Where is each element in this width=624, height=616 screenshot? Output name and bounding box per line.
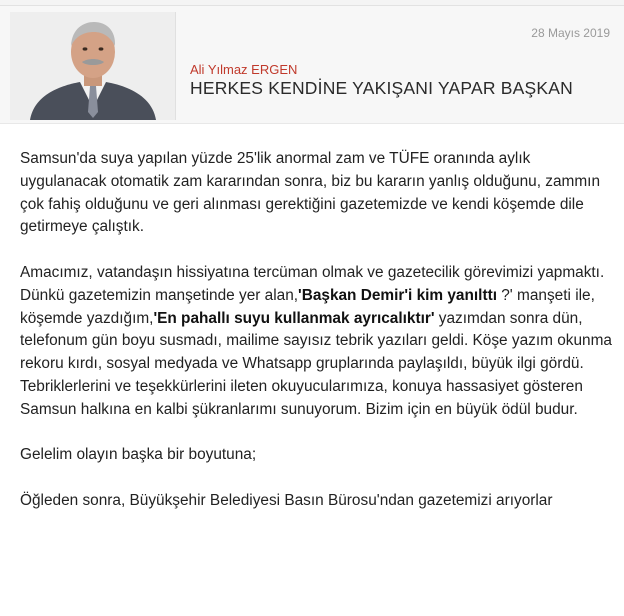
paragraph-text: Amacımız, vatandaşın hissiyatına tercüman olmak ve gazetecilik görevimizi yapmaktı. Dünkü gazetemizin manşetinde yer alan, [20, 263, 605, 304]
article-paragraph: Samsun'da suya yapılan yüzde 25'lik anormal zam ve TÜFE oranında aylık uygulanacak otomatik zam kararından sonra, biz bu kararın yanlış olduğunu, zammın çok fahiş olduğunu ve geri alınması gerektiğini gazetemizde ve kendi köşemde dile getirmeye çalıştık. [20, 150, 601, 236]
paragraph-text: yazımdan sonra dün, telefonum gün boyu susmadı, mailime sayısız tebrik yazıları geldi. Köşe yazım okunma rekoru kırdı, sosyal medyada ve Whatsapp gruplarında paylaşıldı, büyük ilgi gördü. Tebriklerlerini ve teşekkürlerini ileten okuyucularımıza, konuya hassasiyet gösteren Samsun halkına en kalbi şükranlarımı sunuyorum. Bizim için en büyük ödül budur. [20, 309, 612, 418]
article-paragraph [20, 262, 620, 422]
column-header [0, 6, 624, 124]
paragraph-text: ?' manşeti ile, köşemde yazdığım, [20, 286, 595, 327]
article-body [20, 148, 620, 536]
author-photo [10, 12, 176, 120]
author-portrait-icon [10, 12, 176, 120]
article-paragraph: Gelelim olayın başka bir boyutuna; [20, 446, 257, 464]
quoted-column-title: 'En pahallı suyu kullanmak ayrıcalıktır' [153, 309, 435, 327]
publish-date: 28 Mayıs 2019 [531, 26, 610, 40]
column-title: HERKES KENDİNE YAKIŞANI YAPAR BAŞKAN [190, 78, 573, 98]
quoted-headline: 'Başkan Demir'i kim yanılttı [298, 286, 497, 304]
article-paragraph: Öğleden sonra, Büyükşehir Belediyesi Basın Bürosu'ndan gazetemizi arıyorlar [20, 491, 553, 509]
author-name[interactable]: Ali Yılmaz ERGEN [190, 62, 298, 77]
